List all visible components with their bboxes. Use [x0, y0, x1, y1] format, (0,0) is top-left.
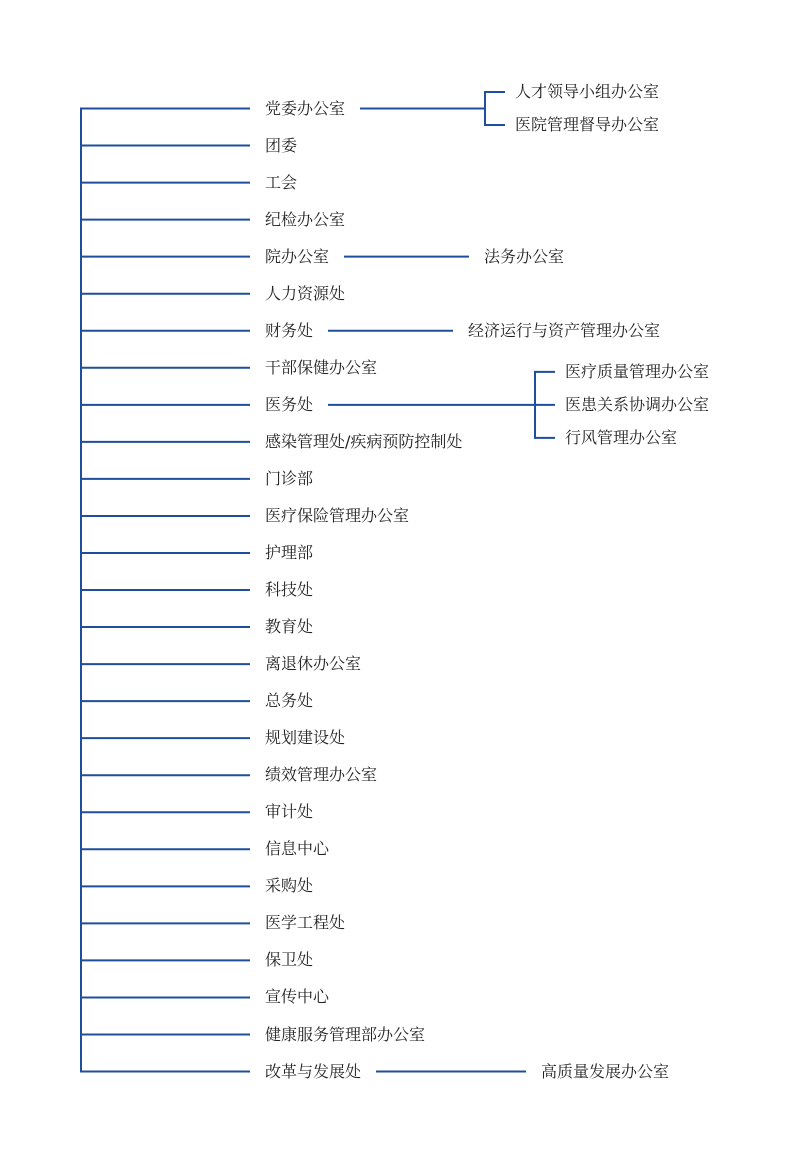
department-label[interactable]: 护理部 — [265, 542, 314, 562]
department-label[interactable]: 信息中心 — [265, 839, 330, 859]
sub-office-label[interactable]: 高质量发展办公室 — [541, 1061, 670, 1081]
department-label[interactable]: 改革与发展处 — [265, 1061, 362, 1081]
department-label[interactable]: 财务处 — [265, 320, 314, 340]
department-label[interactable]: 教育处 — [265, 617, 314, 637]
department-label[interactable]: 医务处 — [265, 394, 314, 414]
department-label[interactable]: 医疗保险管理办公室 — [265, 505, 410, 525]
department-label[interactable]: 离退休办公室 — [265, 654, 362, 674]
department-label[interactable]: 院办公室 — [265, 246, 330, 266]
department-label[interactable]: 人力资源处 — [265, 283, 346, 303]
department-label[interactable]: 党委办公室 — [265, 98, 346, 118]
department-label[interactable]: 医学工程处 — [265, 913, 346, 933]
sub-office-label[interactable]: 人才领导小组办公室 — [515, 82, 660, 101]
department-label[interactable]: 总务处 — [265, 691, 314, 711]
sub-office-label[interactable]: 医患关系协调办公室 — [565, 394, 710, 414]
department-label[interactable]: 绩效管理办公室 — [265, 765, 378, 785]
department-label[interactable]: 采购处 — [265, 876, 314, 896]
department-label[interactable]: 纪检办公室 — [265, 209, 346, 229]
department-label[interactable]: 科技处 — [265, 580, 314, 600]
sub-office-label[interactable]: 医疗质量管理办公室 — [565, 361, 710, 381]
department-label[interactable]: 门诊部 — [265, 468, 314, 488]
sub-office-label[interactable]: 法务办公室 — [484, 246, 565, 266]
department-label[interactable]: 干部保健办公室 — [265, 357, 378, 377]
department-label[interactable]: 规划建设处 — [265, 728, 346, 748]
department-label[interactable]: 健康服务管理部办公室 — [265, 1024, 426, 1044]
department-label[interactable]: 保卫处 — [265, 950, 314, 970]
department-label[interactable]: 工会 — [265, 172, 298, 192]
department-label[interactable]: 团委 — [265, 135, 298, 155]
department-label[interactable]: 宣传中心 — [265, 987, 330, 1007]
sub-office-label[interactable]: 行风管理办公室 — [565, 427, 678, 447]
sub-office-label[interactable]: 经济运行与资产管理办公室 — [468, 320, 661, 340]
department-label[interactable]: 感染管理处/疾病预防控制处 — [265, 431, 463, 451]
sub-office-label[interactable]: 医院管理督导办公室 — [515, 115, 660, 134]
department-label[interactable]: 审计处 — [265, 802, 314, 822]
